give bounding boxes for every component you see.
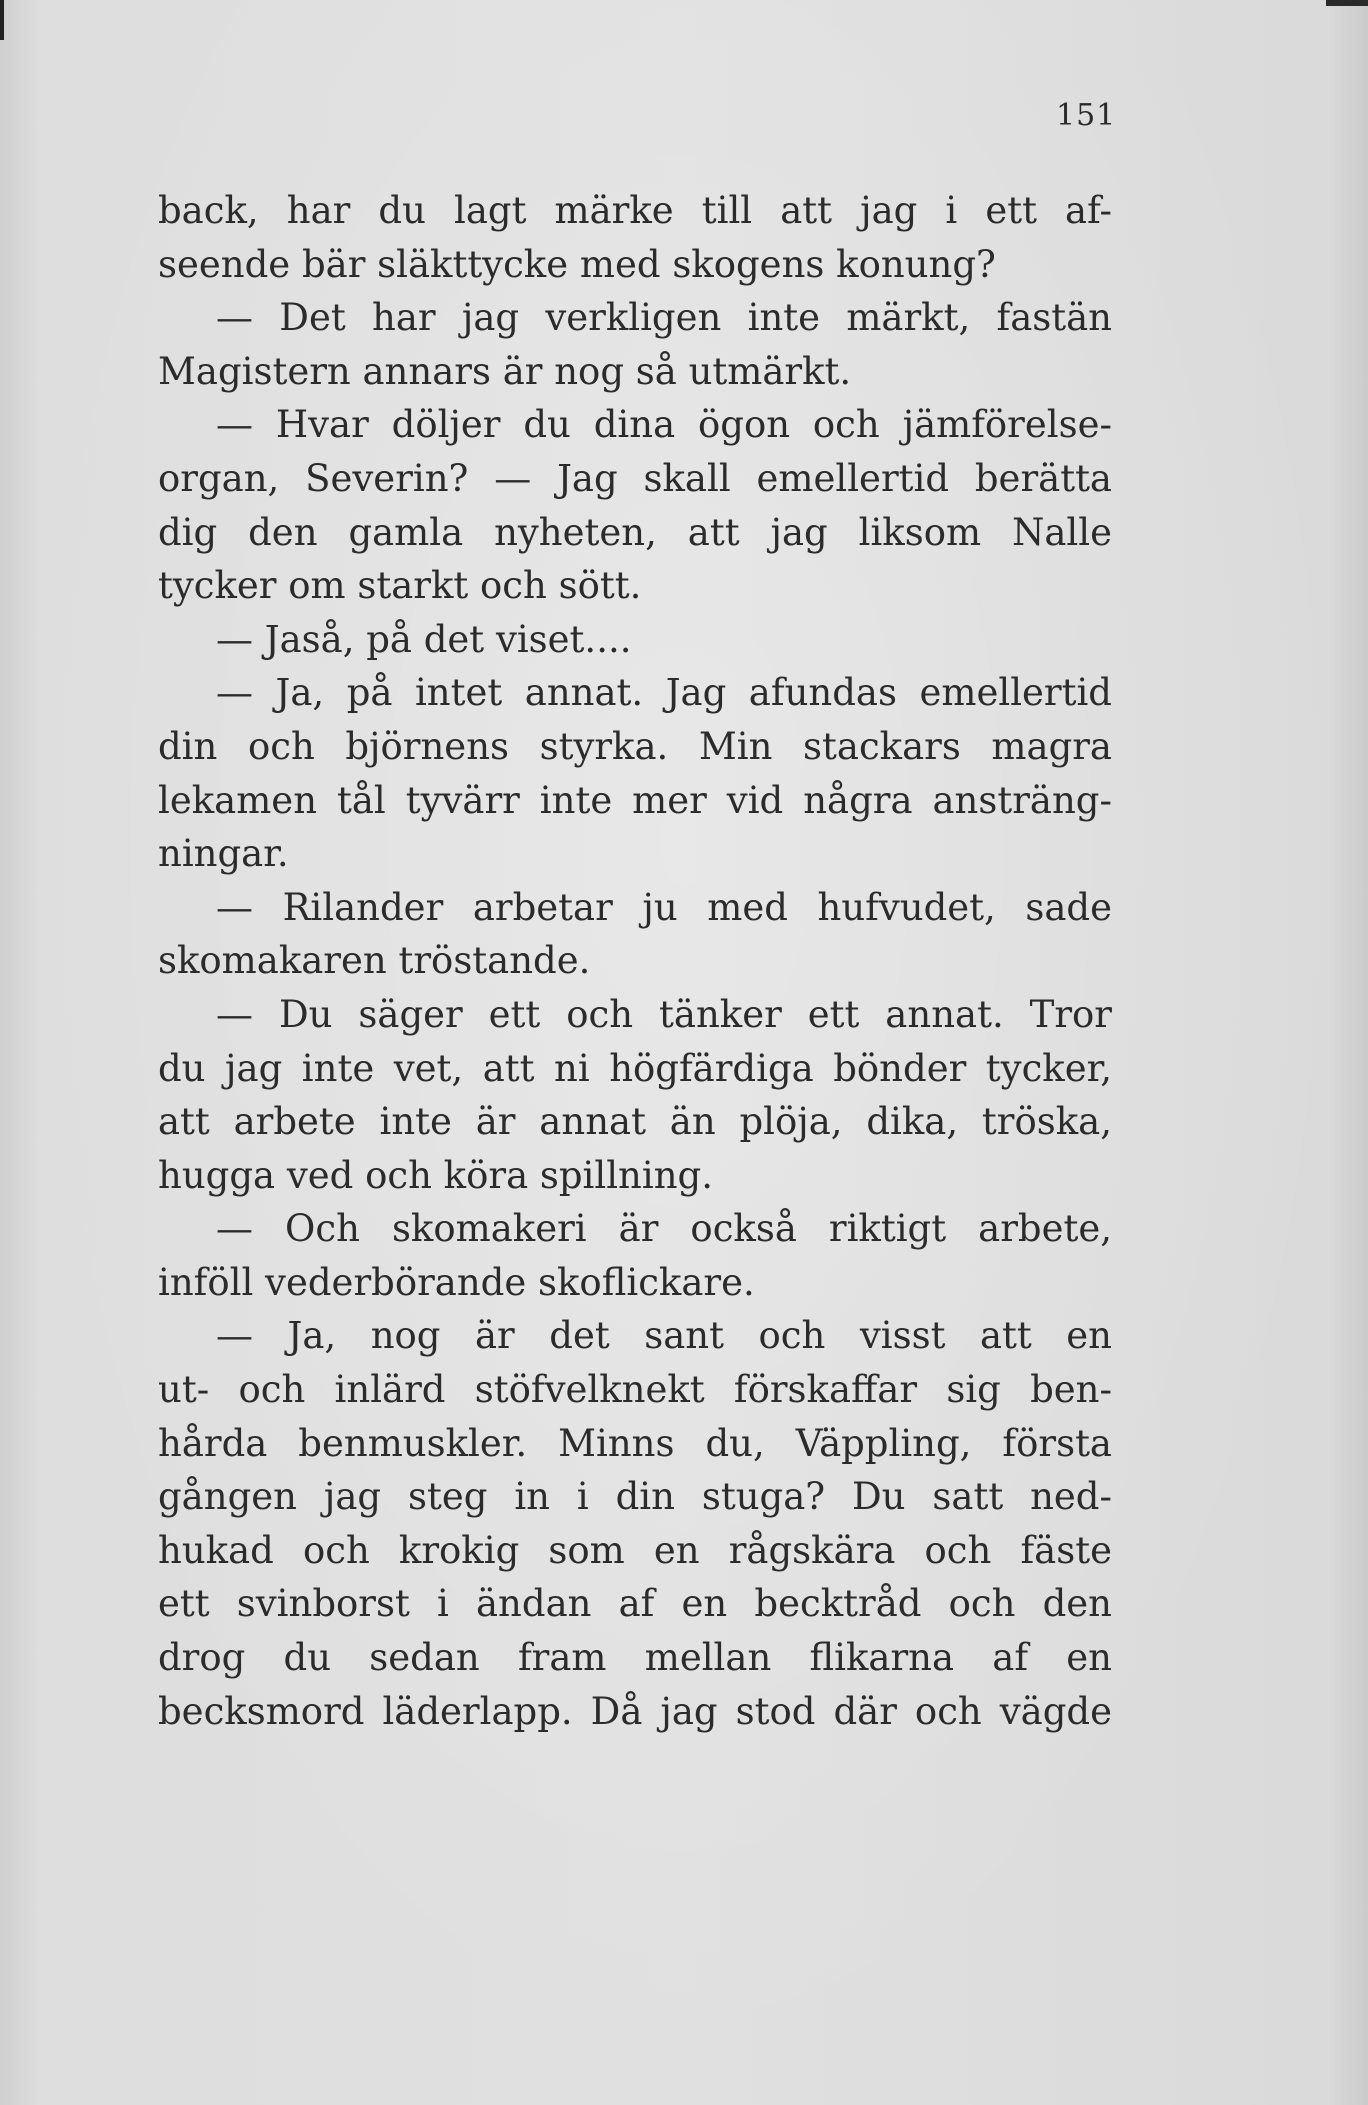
text-line: dig den gamla nyheten, att jag liksom Nalle (158, 510, 1112, 554)
text-line: — Ja, på intet annat. Jag afundas emellertid (216, 671, 1112, 715)
scan-edge-right (1326, 0, 1368, 6)
text-line: att arbete inte är annat än plöja, dika, tröska, (158, 1100, 1112, 1144)
text-line: — Jaså, på det viset.... (216, 617, 632, 661)
text-line: — Rilander arbetar ju med hufvudet, sade (216, 885, 1112, 929)
text-line: becksmord läderlapp. Då jag stod där och vägde (158, 1689, 1112, 1733)
text-line: skomakaren tröstande. (158, 939, 591, 983)
text-line: ett svinborst i ändan af en becktråd och den (158, 1582, 1112, 1626)
text-line: seende bär släkttycke med skogens konung? (158, 242, 996, 286)
text-line: inföll vederbörande skoflickare. (158, 1260, 755, 1304)
text-line: hårda benmuskler. Minns du, Väppling, första (158, 1421, 1112, 1465)
text-line: — Du säger ett och tänker ett annat. Tror (216, 992, 1112, 1036)
body-text (158, 184, 1112, 1738)
text-line: drog du sedan fram mellan flikarna af en (158, 1636, 1112, 1680)
text-line: gången jag steg in i din stuga? Du satt ned- (158, 1475, 1112, 1519)
text-line: lekamen tål tyvärr inte mer vid några ansträng- (158, 778, 1112, 822)
page-number: 151 (1056, 98, 1117, 133)
text-line: — Ja, nog är det sant och visst att en (216, 1314, 1112, 1358)
text-line: hugga ved och köra spillning. (158, 1153, 713, 1197)
text-line: back, har du lagt märke till att jag i ett af- (158, 189, 1112, 232)
text-line: Magistern annars är nog så utmärkt. (158, 349, 852, 393)
text-line: hukad och krokig som en rågskära och fäste (158, 1528, 1112, 1572)
text-line: — Hvar döljer du dina ögon och jämförelse- (216, 403, 1112, 447)
text-line: ut- och inlärd stöfvelknekt förskaffar sig ben- (158, 1368, 1112, 1412)
text-line: — Och skomakeri är också riktigt arbete, (216, 1207, 1112, 1251)
scan-edge-left (0, 0, 4, 40)
text-line: du jag inte vet, att ni högfärdiga bönder tycker, (158, 1046, 1112, 1090)
text-line: din och björnens styrka. Min stackars magra (158, 724, 1112, 768)
text-line: tycker om starkt och sött. (158, 564, 642, 608)
text-line: — Det har jag verkligen inte märkt, fastän (216, 296, 1112, 340)
text-line: ningar. (158, 832, 289, 876)
text-line: organ, Severin? — Jag skall emellertid berätta (158, 456, 1112, 500)
